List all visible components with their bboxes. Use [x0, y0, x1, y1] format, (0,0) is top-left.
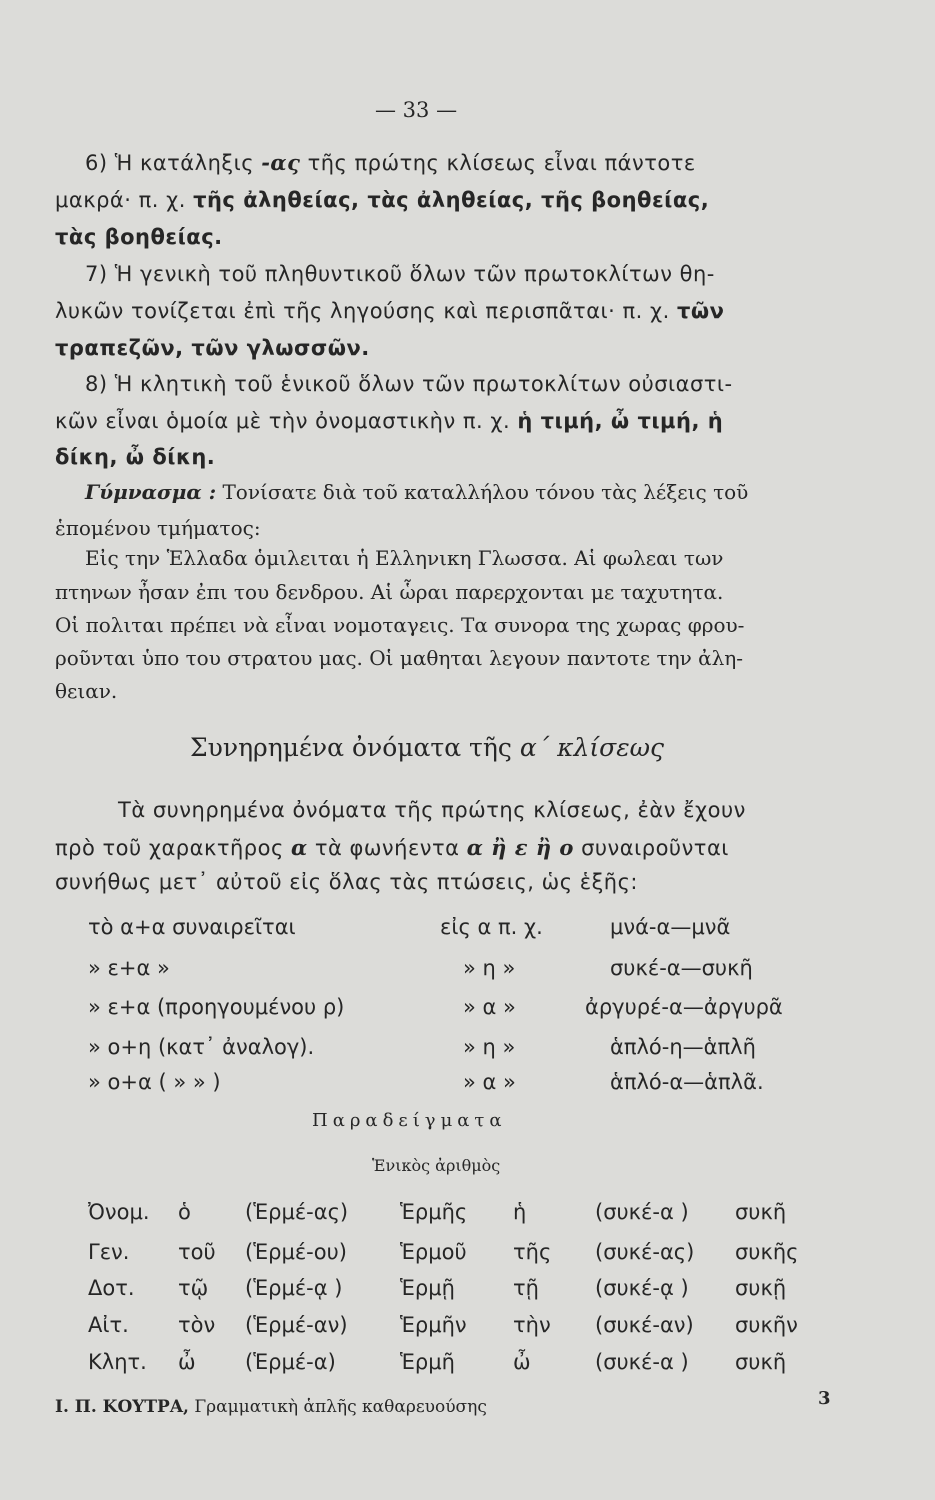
rule-6-example-label: μακρά· π. χ. — [55, 188, 194, 212]
declension-word: Ἑρμῆ — [400, 1350, 455, 1374]
rule-6-ending: -ας — [261, 150, 301, 175]
exercise-line-2: ἑπομένου τμήματος: — [55, 516, 261, 540]
declension-article: τῆς — [513, 1240, 552, 1264]
declension-split: (συκέ-α ) — [595, 1350, 689, 1374]
exercise-line-4: πτηνων ἦσαν ἐπι του δενδρου. Αἱ ὧραι παρερχονται με ταχυτητα. — [55, 580, 724, 604]
exercise-label: Γύμνασμα : — [85, 480, 217, 504]
declension-split: (Ἑρμέ-ου) — [245, 1240, 347, 1264]
exercise-line-1 — [85, 480, 748, 504]
contraction-c2: » α » — [463, 1070, 516, 1094]
declension-article: τὴν — [513, 1313, 551, 1337]
rule-6-example: τῆς ἀληθείας, τὰς ἀληθείας, τῆς βοηθείας, — [193, 188, 710, 212]
contraction-c2: » α » — [463, 995, 516, 1019]
rule-7-example-start: τῶν — [676, 299, 725, 323]
exercise-instruction: Τονίσατε διὰ τοῦ καταλλήλου τόνου τὰς λέξεις τοῦ — [216, 480, 749, 504]
intro-vowels: α ἢ ε ἢ ο — [466, 835, 574, 860]
declension-split: (Ἑρμέ-αν) — [245, 1313, 348, 1337]
declension-case: Αἰτ. — [88, 1313, 129, 1337]
declension-article: ἡ — [513, 1200, 527, 1224]
contraction-c3: ἁπλό-α—ἁπλᾶ. — [610, 1070, 764, 1094]
intro-text-a: πρὸ τοῦ χαρακτῆρος — [55, 836, 291, 860]
declension-split: (Ἑρμέ-α) — [245, 1350, 336, 1374]
rule-7-text: λυκῶν τονίζεται ἐπὶ τῆς ληγούσης καὶ περισπᾶται· π. χ. — [55, 299, 677, 323]
rule-6-line-2 — [55, 188, 709, 212]
footer-imprint — [55, 1397, 487, 1417]
exercise-line-5: Οἱ πολιται πρέπει νὰ εἶναι νομοταγεις. Τα συνορα της χωρας φρου- — [55, 613, 745, 637]
exercise-line-3: Εἰς την Ἑλλαδα ὁμιλειται ἡ Ελληνικη Γλωσσα. Αἱ φωλεαι των — [85, 546, 724, 570]
section-title — [190, 733, 664, 762]
contraction-c1: » ε+α » — [88, 956, 170, 980]
rule-6-text: 6) Ἡ κατάληξις — [85, 151, 262, 175]
section-intro-line-2 — [55, 835, 729, 860]
rule-6-text-rest: τῆς πρώτης κλίσεως εἶναι πάντοτε — [300, 151, 696, 175]
declension-split: (συκέ-ας) — [595, 1240, 695, 1264]
intro-alpha: α — [290, 835, 308, 860]
declension-article: ὁ — [178, 1200, 191, 1224]
page-number: — 33 — — [375, 98, 458, 122]
section-intro-line-3: συνήθως μετ᾽ αὐτοῦ εἰς ὅλας τὰς πτώσεις, ὡς ἑξῆς: — [55, 870, 639, 894]
rule-7-line-2 — [55, 299, 724, 323]
declension-word: Ἑρμῇ — [400, 1276, 455, 1300]
declension-word: Ἑρμοῦ — [400, 1240, 467, 1264]
rule-8-line-1: 8) Ἡ κλητικὴ τοῦ ἑνικοῦ ὅλων τῶν πρωτοκλίτων οὐσιαστι- — [85, 372, 733, 396]
intro-text-d: συναιροῦνται — [573, 836, 729, 860]
contraction-c3: ἀργυρέ-α—ἀργυρᾶ — [585, 995, 783, 1019]
contraction-c1: » ε+α (προηγουμένου ρ) — [88, 995, 345, 1019]
declension-case: Γεν. — [88, 1240, 130, 1264]
declension-word: συκῆν — [735, 1313, 798, 1337]
declension-case: Δοτ. — [88, 1276, 135, 1300]
declension-split: (συκέ-αν) — [595, 1313, 694, 1337]
declension-split: (Ἑρμέ-ᾳ ) — [245, 1276, 343, 1300]
declension-case: Κλητ. — [88, 1350, 147, 1374]
contraction-c3: ἁπλό-η—ἁπλῆ — [610, 1035, 756, 1059]
signature-number: 3 — [818, 1388, 831, 1409]
declension-article: ὦ — [513, 1350, 531, 1374]
exercise-line-7: θειαν. — [55, 679, 118, 703]
contraction-c2: εἰς α π. χ. — [440, 915, 543, 939]
contraction-c2: » η » — [463, 956, 516, 980]
declension-split: (Ἑρμέ-ας) — [245, 1200, 349, 1224]
contraction-c1: » ο+α ( » » ) — [88, 1070, 221, 1094]
declension-article: τῷ — [178, 1276, 209, 1300]
declension-article: τῇ — [513, 1276, 539, 1300]
contraction-c1: » ο+η (κατ᾽ ἀναλογ). — [88, 1035, 315, 1059]
rule-7-line-1: 7) Ἡ γενικὴ τοῦ πληθυντικοῦ ὅλων τῶν πρωτοκλίτων θη- — [85, 262, 715, 286]
declension-word: Ἑρμῆς — [400, 1200, 468, 1224]
declension-case: Ὀνομ. — [88, 1200, 150, 1224]
contraction-c2: » η » — [463, 1035, 516, 1059]
rule-8-line-2 — [55, 409, 723, 433]
declension-word: συκῆ — [735, 1200, 787, 1224]
declension-word: Ἑρμῆν — [400, 1313, 467, 1337]
declension-article: τοῦ — [178, 1240, 216, 1264]
contraction-c1: τὸ α+α συναιρεῖται — [88, 915, 296, 939]
section-title-italic: α΄ κλίσεως — [519, 733, 665, 762]
declension-split: (συκέ-ᾳ ) — [595, 1276, 689, 1300]
declension-word: συκῇ — [735, 1276, 787, 1300]
rule-6-line-1 — [85, 150, 696, 175]
exercise-line-6: ροῦνται ὑπο του στρατου μας. Οἱ μαθηται λεγουν παντοτε την ἀλη- — [55, 646, 744, 670]
number-heading: Ἑνικὸς ἀριθμὸς — [372, 1156, 501, 1175]
declension-split: (συκέ-α ) — [595, 1200, 689, 1224]
contraction-c3: συκέ-α—συκῆ — [610, 956, 753, 980]
footer-title: Γραμματικὴ ἁπλῆς καθαρευούσης — [188, 1397, 487, 1417]
rule-8-text: κῶν εἶναι ὁμοία μὲ τὴν ὀνομαστικὴν π. χ. — [55, 409, 518, 433]
intro-text-b: τὰ φωνήεντα — [307, 836, 467, 860]
declension-word: συκῆς — [735, 1240, 799, 1264]
declension-article: τὸν — [178, 1313, 216, 1337]
rule-7-line-3: τραπεζῶν, τῶν γλωσσῶν. — [55, 336, 370, 360]
section-intro-line-1: Τὰ συνηρημένα ὀνόματα τῆς πρώτης κλίσεως, ἐὰν ἔχουν — [118, 798, 746, 822]
rule-8-line-3: δίκη, ὦ δίκη. — [55, 445, 216, 469]
declension-word: συκῆ — [735, 1350, 787, 1374]
examples-heading: Παραδείγματα — [312, 1110, 507, 1131]
section-title-text: Συνηρημένα ὀνόματα τῆς — [190, 733, 520, 762]
declension-article: ὦ — [178, 1350, 196, 1374]
rule-8-example: ἡ τιμή, ὦ τιμή, ἡ — [517, 409, 724, 433]
footer-author: Ι. Π. ΚΟΥΤΡΑ, — [55, 1397, 189, 1417]
contraction-c3: μνά-α—μνᾶ — [610, 915, 731, 939]
rule-6-line-3: τὰς βοηθείας. — [55, 225, 223, 249]
